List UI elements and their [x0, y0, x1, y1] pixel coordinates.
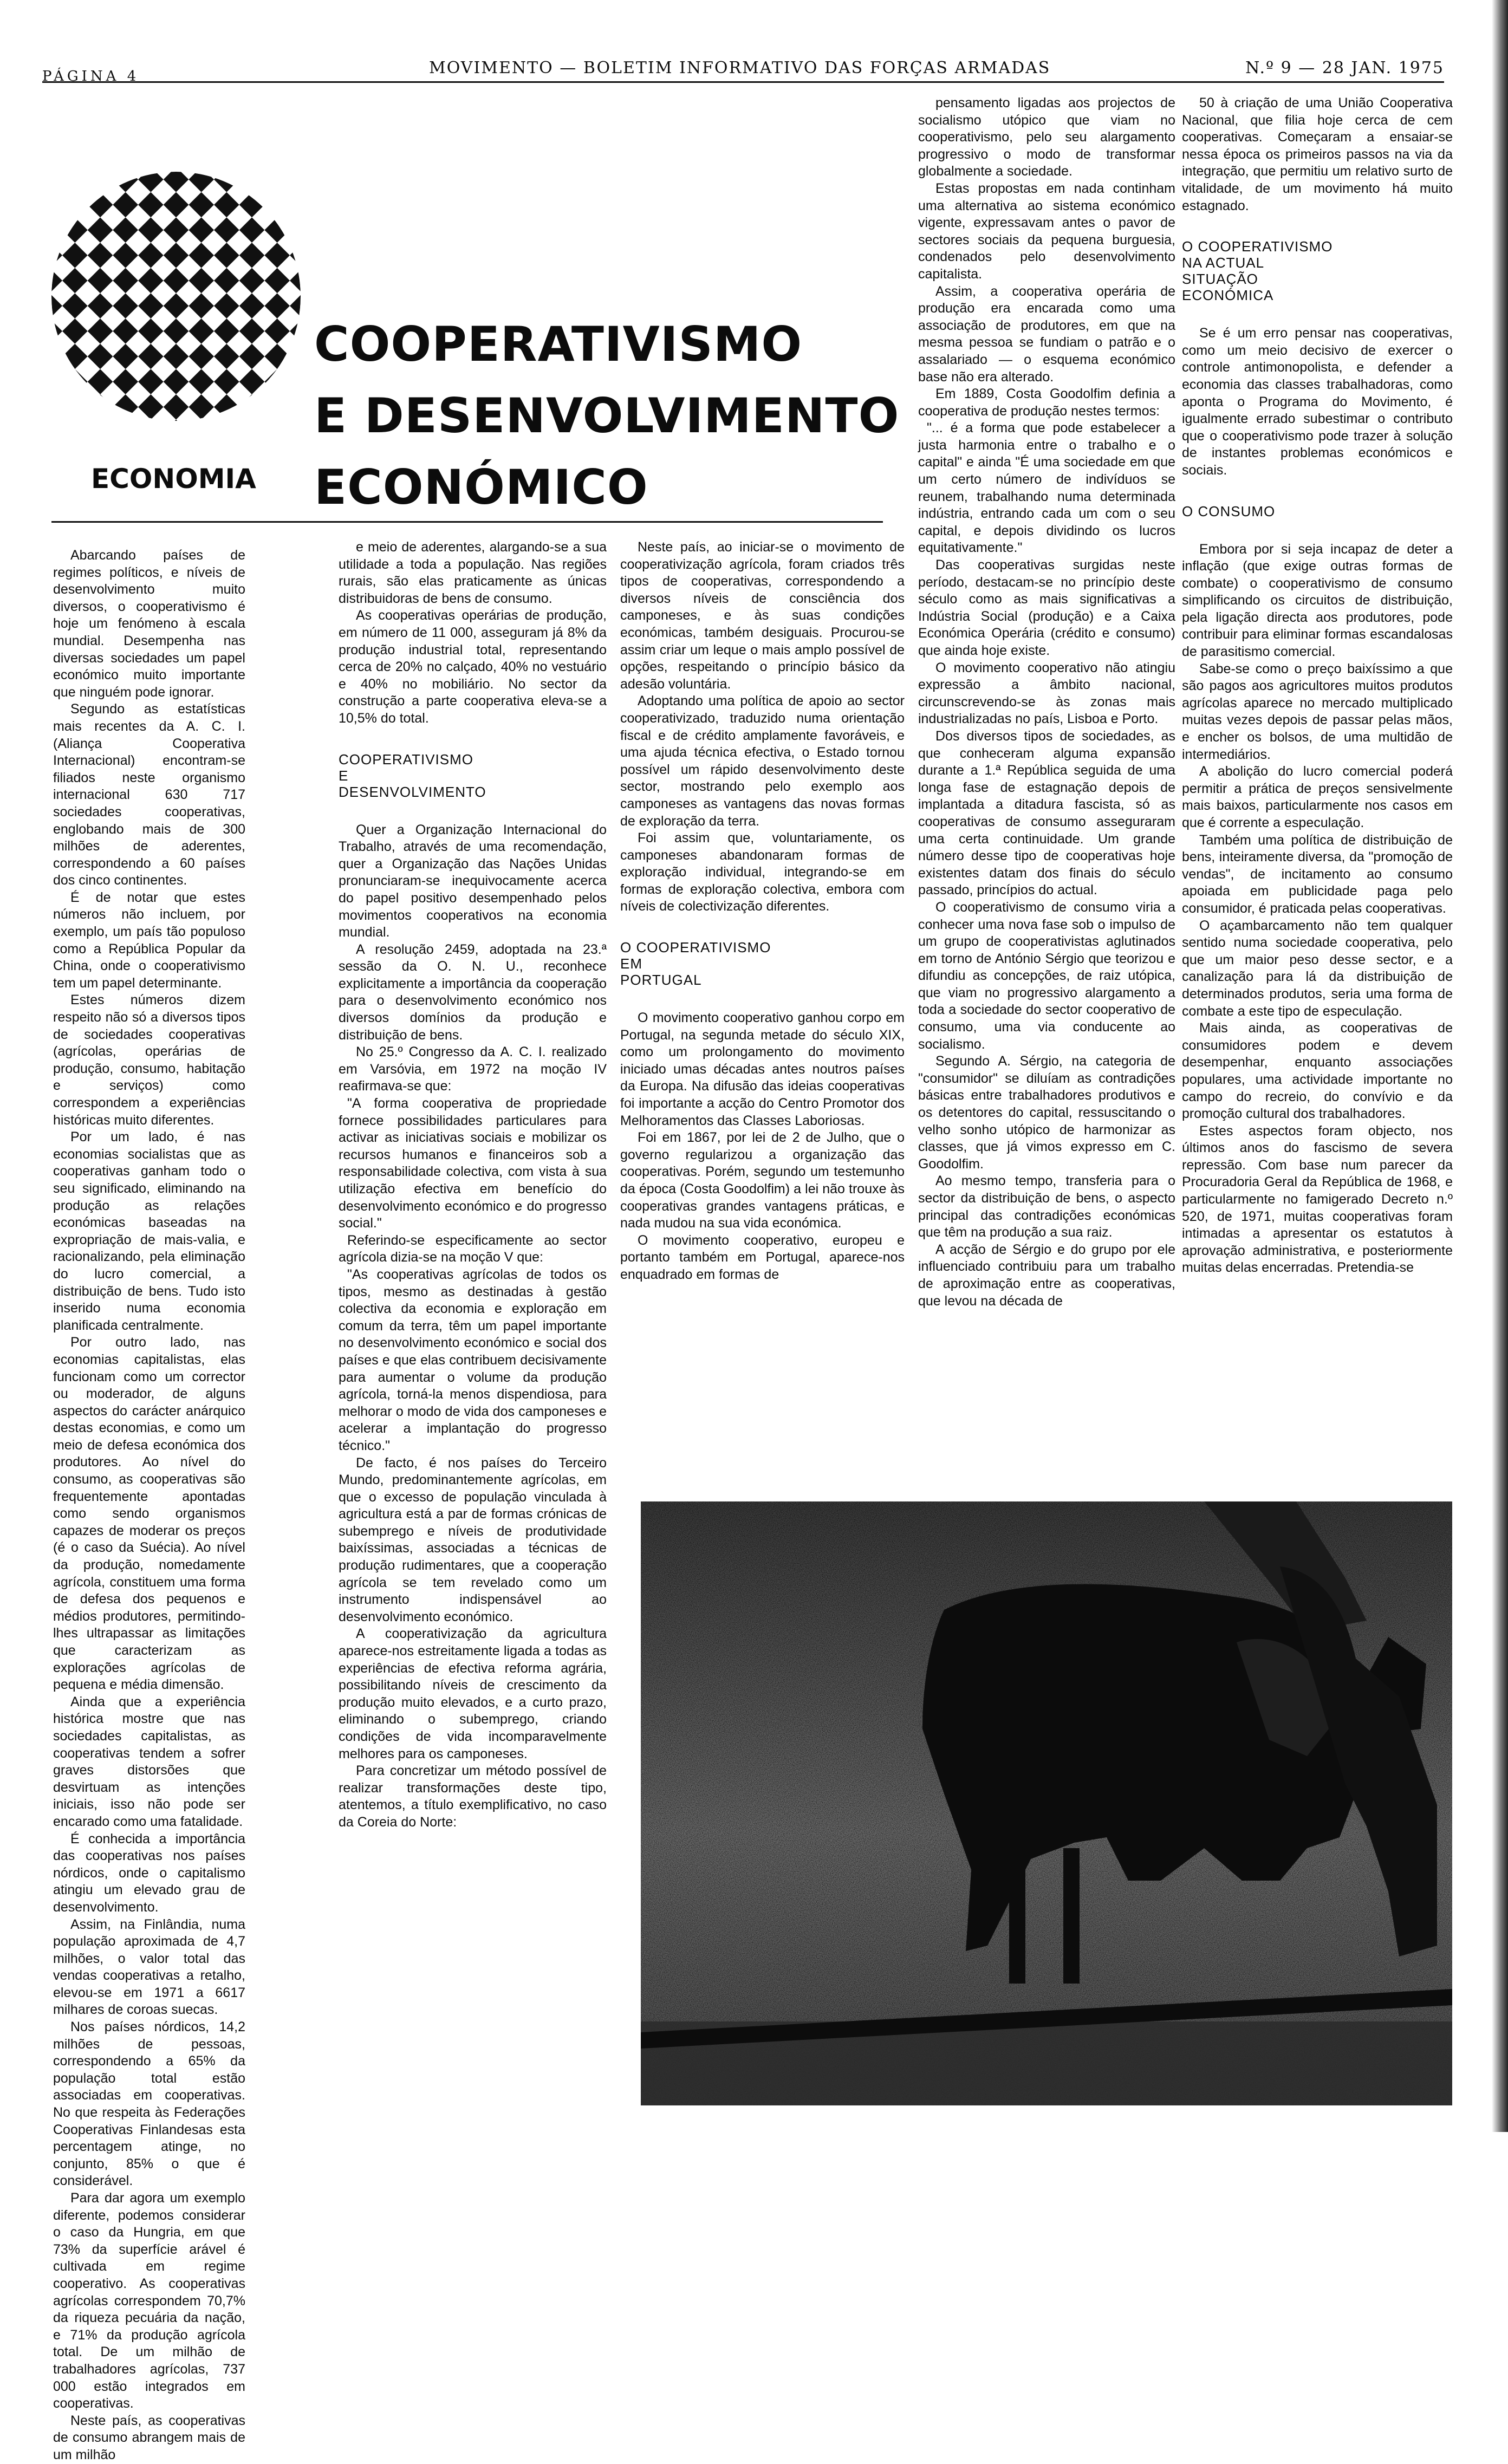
paragraph: Para dar agora um exemplo diferente, podemos considerar o caso da Hungria, em que 73% da superfície arável é cultivada em regime cooperativo. As cooperativas agrícolas correspondem 70,7% da riqueza pecuária da nação, e 71% da produção agrícola total. De um milhão de trabalhadores agrícolas, 737 000 estão integrados em cooperativas. [53, 2190, 245, 2411]
subheading: O CONSUMO [1182, 503, 1276, 519]
subheading: O COOPERATIVISMO NA ACTUAL SITUAÇÃO ECONÓMICA [1182, 238, 1333, 304]
paragraph: Se é um erro pensar nas cooperativas, como um meio decisivo de exercer o controle antimonopolista, e defender a economia das classes trabalhadoras, como aponta o Programa do Movimento, é igualmente errado subestimar o contributo que o cooperativismo pode trazer à solução de instantes problemas económicos e sociais. [1182, 326, 1453, 478]
headline-line-1: COOPERATIVISMO [314, 316, 803, 372]
article-column-1 [53, 547, 245, 2464]
article-column-2 [339, 539, 607, 1831]
paragraph: Foi em 1867, por lei de 2 de Julho, que o governo regularizou a organização das cooperativas. Porém, segundo um testemunho da época (Costa Goodolfim) a lei não trouxe às cooperativas grandes vantagens práticas, e nada mudou na sua vida económica. [620, 1130, 905, 1231]
paragraph: De facto, é nos países do Terceiro Mundo, predominantemente agrícolas, em que o excesso de população vinculada à agricultura está a par de formas crónicas de subemprego e níveis de produtividade baixíssimas, associadas a técnicas de produção rudimentares, que a cooperação agrícola se tem revelado como um instrumento indispensável ao desenvolvimento económico. [339, 1455, 607, 1624]
paragraph: Sabe-se como o preço baixíssimo a que são pagos aos agricultores muitos produtos agrícolas aparece no mercado multiplicado muitas vezes depois de passar pelas mãos, e encher os bolsos, de uma multidão de intermediários. [1182, 661, 1453, 762]
paragraph: Neste país, as cooperativas de consumo abrangem mais de um milhão [53, 2413, 245, 2462]
farmer-with-horse-photo [641, 1501, 1452, 2105]
paragraph: A cooperativização da agricultura aparece-nos estreitamente ligada a todas as experiências de efectiva reforma agrária, possibilitando níveis de crescimento da produção muito elevados, e a curto prazo, eliminando o subemprego, criando condições de vida incomparavelmente melhores para os camponeses. [339, 1626, 607, 1761]
paragraph: Quer a Organização Internacional do Trabalho, através de uma recomendação, quer a Organização das Nações Unidas pronunciaram-se inequivocamente acerca do papel positivo desempenhado pelos movimentos cooperativos na economia mundial. [339, 822, 607, 940]
paragraph: As cooperativas operárias de produção, em número de 11 000, asseguram já 8% da produção industrial total, representando cerca de 20% no calçado, 40% no vestuário e 40% no mobiliário. No sector da construção a parte cooperativa eleva-se a 10,5% do total. [339, 608, 607, 726]
page-number: PÁGINA 4 [42, 68, 140, 84]
article-column-5 [1182, 95, 1453, 1277]
paragraph: A resolução 2459, adoptada na 23.ª sessão da O. N. U., reconhece explicitamente a importância da cooperação para o desenvolvimento económico nos diversos domínios da produção e distribuição de bens. [339, 941, 607, 1043]
subheading: COOPERATIVISMO E DESENVOLVIMENTO [339, 751, 486, 800]
scan-edge [1492, 0, 1508, 2132]
paragraph: Foi assim que, voluntariamente, os camponeses abandonaram formas de exploração individual, integrando-se em formas de exploração colectiva, embora com níveis de colectivização diferentes. [620, 830, 905, 914]
paragraph: Também uma política de distribuição de bens, inteiramente diversa, da "promoção de vendas", de incitamento ao consumo apoiada em publicidade paga pelo consumidor, é praticada pelas cooperativas. [1182, 832, 1453, 916]
paragraph: No 25.º Congresso da A. C. I. realizado em Varsóvia, em 1972 na moção IV reafirmava-se que: [339, 1044, 607, 1094]
header-rule [42, 81, 1444, 83]
section-label: ECONOMIA [91, 463, 256, 495]
paragraph: Referindo-se especificamente ao sector agrícola dizia-se na moção V que: [339, 1232, 607, 1265]
paragraph: Embora por si seja incapaz de deter a inflação (que exige outras formas de combate) o cooperativismo de consumo simplificando os circuitos de distribuição, pela ligação directa aos produtores, pode contribuir para eliminar formas escandalosas de parasitismo comercial. [1182, 541, 1453, 660]
paragraph: "... é a forma que pode estabelecer a justa harmonia entre o trabalho e o capital" e ainda "É uma sociedade em que um certo número de indivíduos se reunem, trabalhando numa determinada indústria, entrando cada um com o seu capital, e depois dividindo os lucros equitativamente." [918, 420, 1175, 556]
paragraph: Abarcando países de regimes políticos, e níveis de desenvolvimento muito diversos, o cooperativismo é hoje um fenómeno à escala mundial. Desempenha nas diversas sociedades um papel económico muito importante que ninguém pode ignorar. [53, 548, 245, 700]
paragraph: O movimento cooperativo ganhou corpo em Portugal, na segunda metade do século XIX, como um prolongamento do movimento iniciado umas décadas antes noutros países da Europa. Na difusão das ideias cooperativas foi importante a acção do Centro Promotor dos Melhoramentos das Classes Laboriosas. [620, 1010, 905, 1128]
paragraph: "As cooperativas agrícolas de todos os tipos, mesmo as destinadas à gestão colectiva da economia e exploração em comum da terra, têm um papel importante no desenvolvimento económico e social dos países e que elas contribuem decisivamente para aumentar o volume da produção agrícola, torná-la menos dispendiosa, para melhorar o modo de vida dos camponeses e acelerar a implantação do progresso técnico." [339, 1266, 607, 1453]
issue-date: N.º 9 — 28 JAN. 1975 [1245, 58, 1444, 77]
paragraph: Por outro lado, nas economias capitalistas, elas funcionam como um corrector ou moderador, de alguns aspectos do carácter anárquico destas economias, e como um meio de defesa económica dos produtores. Ao nível do consumo, as cooperativas são frequentemente apontadas como sendo organismos capazes de moderar os preços (é o caso da Suécia). Ao nível da produção, nomedamente agrícola, constituem uma forma de defesa dos pequenos e médios produtores, permitindo-lhes ultrapassar as limitações que caracterizam as explorações agrícolas de pequena e média dimensão. [53, 1335, 245, 1693]
paragraph: Ainda que a experiência histórica mostre que nas sociedades capitalistas, as cooperativas tendem a sofrer graves distorsões que desvirtuam as intenções iniciais, isso não pode ser encarado como uma fatalidade. [53, 1694, 245, 1829]
paragraph: "A forma cooperativa de propriedade fornece possibilidades particulares para activar as iniciativas sociais e mobilizar os recursos humanos e financeiros sob a responsabilidade colectiva, com vista à sua utilização efectiva em benefício do desenvolvimento económico e do progresso social." [339, 1096, 607, 1231]
paragraph: Estes números dizem respeito não só a diversos tipos de sociedades cooperativas (agrícolas, operárias de produção, consumo, habitação e serviços) como correspondem a experiências históricas muito diferentes. [53, 992, 245, 1128]
paragraph: O açambarcamento não tem qualquer sentido numa sociedade cooperativa, pelo que um maior peso desse sector, e a canalização para lá da distribuição de determinados produtos, seria uma forma de combate a este tipo de especulação. [1182, 918, 1453, 1019]
paragraph: A abolição do lucro comercial poderá permitir a prática de preços sensivelmente mais baixos, particularmente nos casos em que é corrente a especulação. [1182, 764, 1453, 830]
paragraph: 50 à criação de uma União Cooperativa Nacional, que filia hoje cerca de cem cooperativas. Começaram a ensaiar-se nessa época os primeiros passos na via da integração, que permitiu um relativo surto de vitalidade, de um movimento há muito estagnado. [1182, 95, 1453, 213]
paragraph: Por um lado, é nas economias socialistas que as cooperativas ganham todo o seu significado, eliminando na produção as relações económicas baseadas na expropriação de mais-valia, e racionalizando, pela eliminação do lucro comercial, a distribuição de bens. Tudo isto inserido numa economia planificada centralmente. [53, 1129, 245, 1333]
headline-line-2: E DESENVOLVIMENTO [314, 388, 900, 444]
paragraph: Assim, na Finlândia, numa população aproximada de 4,7 milhões, o valor total das vendas cooperativas a retalho, elevou-se em 1971 a 6617 milhares de coroas suecas. [53, 1916, 245, 2018]
paragraph: Mais ainda, as cooperativas de consumidores podem e devem desempenhar, enquanto associações populares, uma actividade importante no campo do recreio, do convívio e da promoção cultural dos trabalhadores. [1182, 1020, 1453, 1122]
paragraph: e meio de aderentes, alargando-se a sua utilidade a toda a população. Nas regiões rurais, são elas praticamente as únicas distribuidoras de bens de consumo. [339, 539, 607, 606]
paragraph: Ao mesmo tempo, transferia para o sector da distribuição de bens, o aspecto principal das contradições económicas que têm na produção a sua raiz. [918, 1173, 1175, 1240]
paragraph: Estas propostas em nada continham uma alternativa ao sistema económico vigente, expressavam antes o pavor de sectores sociais da pequena burguesia, condenados pelo desenvolvimento capitalista. [918, 180, 1175, 282]
headline-rule [51, 521, 883, 523]
headline-line-3: ECONÓMICO [314, 459, 648, 515]
paragraph: É de notar que estes números não incluem, por exemplo, um país tão populoso como a República Popular da China, onde o cooperativismo tem um papel determinante. [53, 889, 245, 991]
subheading: O COOPERATIVISMO EM PORTUGAL [620, 939, 771, 989]
paragraph: Estes aspectos foram objecto, nos últimos anos do fascismo de severa repressão. Com base num parecer da Procuradoria Geral da República de 1968, e particularmente no famigerado Decreto n.º 520, de 1971, muitas cooperativas foram intimadas a apresentar os estatutos à aprovação administrativa, e posteriormente muitas delas encerradas. Pretendia-se [1182, 1123, 1453, 1276]
checkerboard-circle-emblem-icon [49, 169, 303, 424]
paragraph: O movimento cooperativo, europeu e portanto também em Portugal, aparece-nos enquadrado em formas de [620, 1232, 905, 1282]
paragraph: É conhecida a importância das cooperativas nos países nórdicos, onde o capitalismo atingiu um elevado grau de desenvolvimento. [53, 1831, 245, 1915]
paragraph: pensamento ligadas aos projectos de socialismo utópico que viam no cooperativismo, pelo seu alargamento progressivo o modo de transformar globalmente a sociedade. [918, 95, 1175, 179]
paragraph: O cooperativismo de consumo viria a conhecer uma nova fase sob o impulso de um grupo de cooperativistas aglutinados em torno de António Sérgio que teorizou e difundiu as concepções, de raiz utópica, que viam no progressivo alargamento a toda a sociedade do sector cooperativo de consumo, uma via conducente ao socialismo. [918, 899, 1175, 1052]
paragraph: Neste país, ao iniciar-se o movimento de cooperativização agrícola, foram criados três tipos de cooperativas, correspondendo a diversos níveis de consciência dos camponeses, e às suas condições económicas, também desiguais. Procurou-se assim criar um leque o mais amplo possível de opções, respeitando o princípio básico da adesão voluntária. [620, 539, 905, 692]
publication-title: MOVIMENTO — BOLETIM INFORMATIVO DAS FORÇAS ARMADAS [429, 58, 1051, 77]
paragraph: Nos países nórdicos, 14,2 milhões de pessoas, correspondendo a 65% da população total estão associadas em cooperativas. No que respeita às Federações Cooperativas Finlandesas esta percentagem atinge, no conjunto, 85% o que é considerável. [53, 2019, 245, 2189]
paragraph: Segundo as estatísticas mais recentes da A. C. I. (Aliança Cooperativa Internacional) encontram-se filiados neste organismo internacional 630 717 sociedades cooperativas, englobando mais de 300 milhões de aderentes, correspondendo a 60 países dos cinco continentes. [53, 701, 245, 888]
paragraph: Assim, a cooperativa operária de produção era encarada como uma associação de produtores, em que na mesma pessoa se fundiam o patrão e o assalariado — o esquema económico base não era alterado. [918, 283, 1175, 385]
paragraph: Segundo A. Sérgio, na categoria de "consumidor" se diluíam as contradições básicas entre trabalhadores produtivos e os detentores do capital, ressuscitando o velho sonho utópico de harmonizar as classes, que já vimos expresso em C. Goodolfim. [918, 1054, 1175, 1172]
paragraph: Em 1889, Costa Goodolfim definia a cooperativa de produção nestes termos: [918, 386, 1175, 419]
article-column-3 [620, 539, 905, 1284]
paragraph: A acção de Sérgio e do grupo por ele influenciado contribuiu para um trabalho de aproximação entre as cooperativas, que levou na década de [918, 1241, 1175, 1309]
paragraph: Para concretizar um método possível de realizar transformações deste tipo, atentemos, a título exemplificativo, no caso da Coreia do Norte: [339, 1763, 607, 1830]
paragraph: Adoptando uma política de apoio ao sector cooperativizado, traduzido numa orientação fiscal e de crédito amplamente favoráveis, e uma ajuda técnica efectiva, o Estado tornou possível um rápido desenvolvimento deste sector, mostrando pelo exemplo aos camponeses as vantagens das novas formas de exploração da terra. [620, 693, 905, 829]
paragraph: O movimento cooperativo não atingiu expressão a âmbito nacional, circunscrevendo-se às zonas mais industrializadas no país, Lisboa e Porto. [918, 660, 1175, 727]
paragraph: Dos diversos tipos de sociedades, as que conheceram alguma expansão durante a 1.ª República seguida de uma longa fase de estagnação depois de implantada a ditadura fascista, só as cooperativas de consumo asseguraram uma certa continuidade. Um grande número desse tipo de cooperativas hoje existentes datam dos finais do século passado, princípios do actual. [918, 728, 1175, 898]
paragraph: Das cooperativas surgidas neste período, destacam-se no princípio deste século como as mais significativas a Indústria Social (produção) e a Caixa Económica Operária (crédito e consumo) que ainda hoje existe. [918, 557, 1175, 658]
headline [314, 309, 899, 523]
article-column-4 [918, 95, 1175, 1310]
